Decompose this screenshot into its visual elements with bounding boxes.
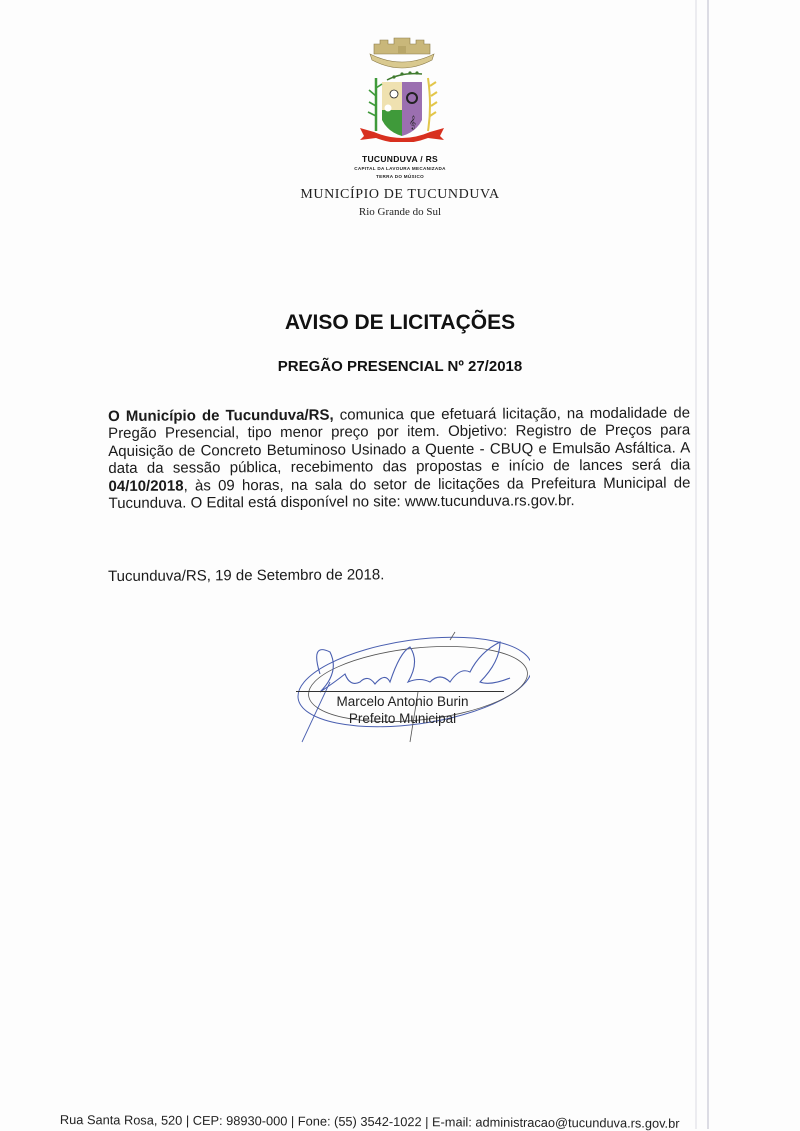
body-lead-bold: O Município de Tucunduva/RS, xyxy=(108,406,334,425)
city-state-label: TUCUNDUVA / RS xyxy=(362,154,438,164)
state-name: Rio Grande do Sul xyxy=(358,206,442,218)
notice-subtitle: PREGÃO PRESENCIAL Nº 27/2018 xyxy=(277,358,523,375)
tagline-music: TERRA DO MÚSICO xyxy=(376,174,424,179)
body-session-date: 04/10/2018 xyxy=(108,477,184,495)
svg-text:𝄞: 𝄞 xyxy=(409,115,417,129)
body-part-2: , às 09 horas, na sala do setor de licitações da Prefeitura Municipal de Tucunduva. O Edital está disponível no site: www.tucunduva.rs.gov.br. xyxy=(108,474,691,513)
signature-line xyxy=(296,691,504,692)
place-date: Tucunduva/RS, 19 de Setembro de 2018. xyxy=(108,566,385,585)
municipality-name: MUNICÍPIO DE TUCUNDUVA xyxy=(300,187,500,202)
signatory-name: Marcelo Antonio Burin xyxy=(336,694,469,709)
tagline-capital: CAPITAL DA LAVOURA MECANIZADA xyxy=(354,166,446,171)
body-part-1: comunica que efetuará licitação, na modalidade de Pregão Presencial, tipo menor preço por item. Objetivo: Registro de Preços para Aquisição de Concreto Betuminoso Usinado a Quente - CBUQ e Emulsão Asfáltica. A data da sessão pública, recebimento das propostas e início de lances será dia xyxy=(108,404,691,478)
notice-body xyxy=(108,404,691,512)
coat-of-arms-icon xyxy=(352,36,452,142)
signatory-role: Prefeito Municipal xyxy=(348,711,457,726)
footer-contact: Rua Santa Rosa, 520 | CEP: 98930-000 | Fone: (55) 3542-1022 | E-mail: administracao@tucunduva.rs.gov.br xyxy=(59,1112,680,1131)
handwritten-signature xyxy=(290,612,530,747)
notice-title: AVISO DE LICITAÇÕES xyxy=(284,311,516,334)
